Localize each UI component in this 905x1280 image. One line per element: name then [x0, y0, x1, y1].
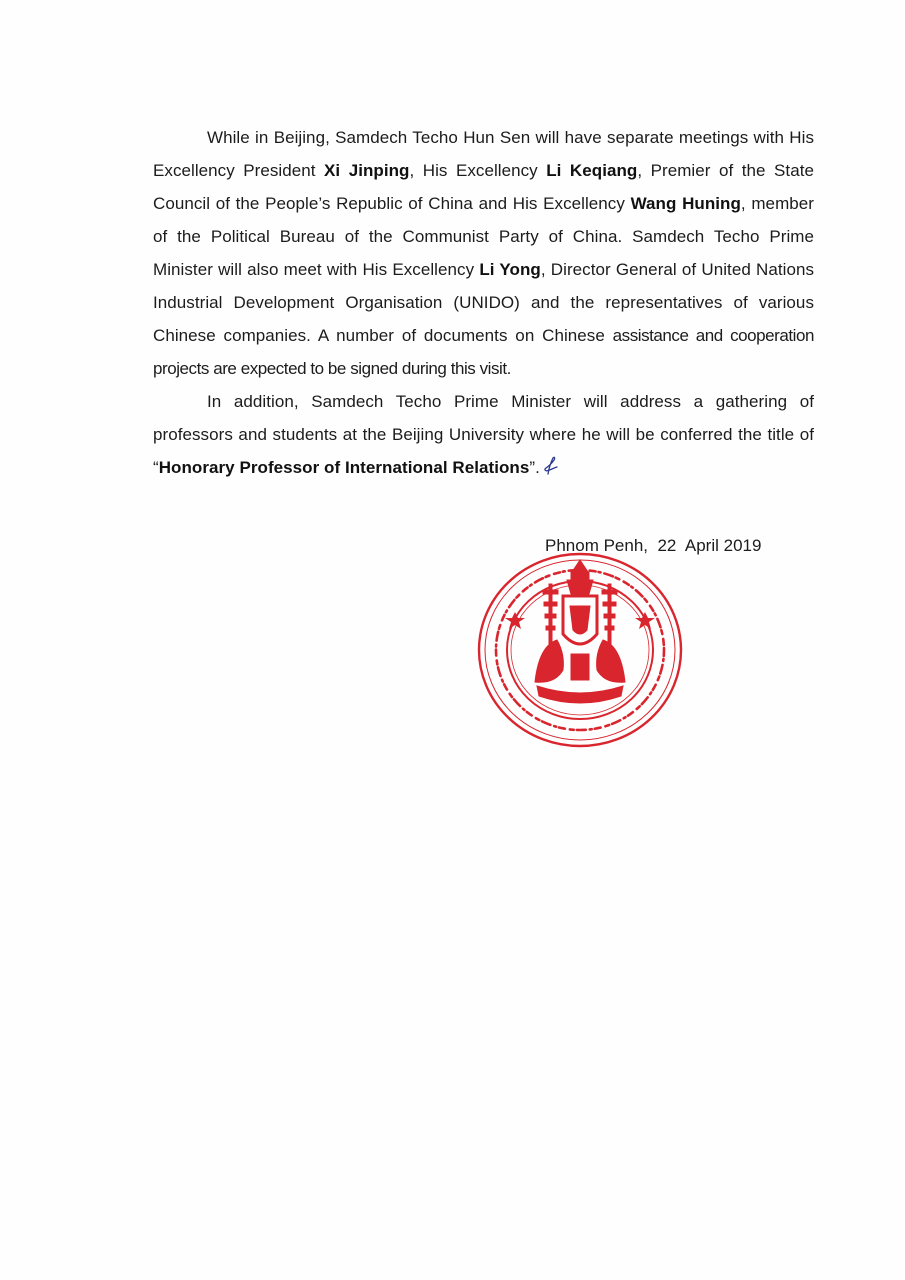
paragraph-2-text: ”. — [529, 458, 540, 477]
paragraph-1-text: , Premier of the State Council of the People’s Republic of China and His Excellency — [153, 161, 814, 213]
handwritten-initial-icon — [542, 456, 558, 476]
official-seal-icon — [475, 550, 685, 750]
letter-body — [153, 121, 814, 484]
paragraph-1-text: , Director General of United Nations Industrial Development Organisation (UNIDO) and the representatives of various Chinese companies. A number of documents on Chinese — [153, 260, 815, 345]
dateline-date: 22 April 2019 — [657, 536, 762, 555]
paragraph-1-text-condensed: assistance and cooperation projects are expected to be signed during this visit. — [153, 326, 814, 378]
paragraph-2 — [153, 385, 814, 484]
honorary-title: Honorary Professor of International Relations — [158, 458, 530, 477]
paragraph-1-text: , member of the Political Bureau of the Communist Party of China. Samdech Techo Prime Minister will also meet with His Excellency — [153, 194, 814, 279]
paragraph-1-text: , His Excellency — [409, 161, 547, 180]
dateline-place: Phnom Penh, — [545, 536, 649, 555]
name-li-keqiang: Li Keqiang — [546, 161, 638, 180]
paragraph-2-text: In addition, Samdech Techo Prime Minister will address a gathering of professors and students at the Beijing University where he will be conferred the title of “ — [153, 392, 814, 477]
name-li-yong: Li Yong — [479, 260, 541, 279]
paragraph-1 — [153, 121, 814, 385]
paragraph-1-text: While in Beijing, Samdech Techo Hun Sen will have separate meetings with His Excellency President — [153, 128, 814, 180]
name-wang-huning: Wang Huning — [630, 194, 741, 213]
name-xi-jinping: Xi Jinping — [324, 161, 410, 180]
